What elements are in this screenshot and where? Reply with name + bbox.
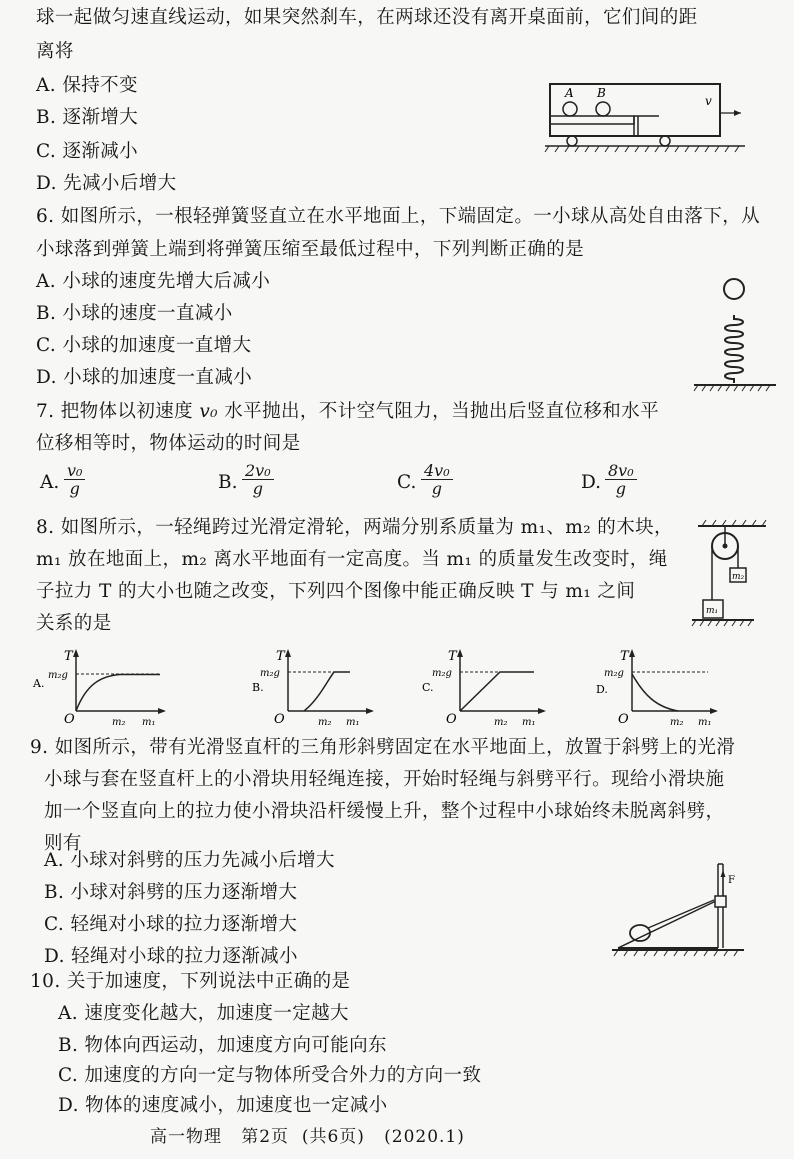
q9-option-b: B. 小球对斜劈的压力逐渐增大	[44, 882, 298, 903]
q7-option-d-numerator: 8v₀	[605, 462, 637, 480]
q8-graph-a	[30, 645, 170, 730]
q5-option-c: C. 逐渐减小	[36, 141, 139, 162]
q8-graph-d-x1: m₂	[670, 717, 684, 728]
q8-stem-line3: 子拉力 T 的大小也随之改变，下列四个图像中能正确反映 T 与 m₁ 之间	[36, 581, 636, 602]
q8-graph-c-label: C.	[422, 681, 434, 694]
q7-option-d-label: D.	[581, 472, 602, 493]
q7-option-b-numerator: 2v₀	[242, 462, 274, 480]
q7-option-d-fraction	[605, 462, 637, 497]
q7-option-c-denominator: g	[431, 479, 442, 498]
q10-option-d: D. 物体的速度减小，加速度也一定减小	[58, 1095, 388, 1116]
page-footer: 高一物理 第2页 (共6页) (2020.1)	[150, 1127, 465, 1147]
q8-graph-a-t: T	[64, 649, 73, 664]
q6-option-b: B. 小球的速度一直减小	[36, 303, 233, 324]
q8-graph-c-x2: m₁	[522, 717, 536, 728]
q9-stem-line4: 则有	[44, 833, 82, 854]
q10-option-c: C. 加速度的方向一定与物体所受合外力的方向一致	[58, 1065, 482, 1086]
q5-stem-line1: 球一起做匀速直线运动，如果突然刹车，在两球还没有离开桌面前，它们间的距	[36, 7, 698, 28]
q7-option-b-label: B.	[218, 472, 238, 493]
q7-option-a-label: A.	[40, 472, 60, 493]
q9-stem-line3: 加一个竖直向上的拉力使小滑块沿杆缓慢上升，整个过程中小球始终未脱离斜劈，	[44, 801, 725, 822]
q8-m2-block-label: m₂	[732, 572, 745, 582]
q5-ball-b-label: B	[597, 86, 606, 100]
q7-stem-part-a: 7. 把物体以初速度	[36, 401, 200, 422]
q9-option-a: A. 小球对斜劈的压力先减小后增大	[44, 850, 335, 871]
q8-graph-d-x2: m₁	[698, 717, 712, 728]
q8-graph-b-x2: m₁	[346, 717, 360, 728]
q10-stem: 10. 关于加速度，下列说法中正确的是	[30, 971, 351, 992]
q8-graph-a-x2: m₁	[142, 717, 156, 728]
q6-option-d: D. 小球的加速度一直减小	[36, 367, 253, 388]
q7-option-b-fraction	[242, 462, 274, 497]
q7-v0-symbol: v₀	[199, 401, 218, 422]
q8-stem-line1: 8. 如图所示，一轻绳跨过光滑定滑轮，两端分别系质量为 m₁、m₂ 的木块，	[36, 517, 673, 538]
q8-graph-a-x1: m₂	[112, 717, 126, 728]
q8-graph-a-label: A.	[33, 677, 45, 690]
q8-graph-b-y-mark: m₂g	[260, 668, 280, 679]
q6-stem-line2: 小球落到弹簧上端到将弹簧压缩至最低过程中，下列判断正确的是	[36, 239, 585, 260]
q8-graph-b-x1: m₂	[318, 717, 332, 728]
q8-graph-c-t: T	[448, 649, 457, 664]
q10-option-a: A. 速度变化越大，加速度一定越大	[58, 1003, 349, 1024]
q6-option-c: C. 小球的加速度一直增大	[36, 335, 252, 356]
q8-graph-a-origin: O	[64, 712, 75, 727]
q8-graph-b	[250, 645, 380, 730]
q8-m1-block-label: m₁	[706, 606, 719, 616]
q8-pulley-figure	[692, 518, 772, 642]
q7-option-a-numerator: v₀	[64, 462, 85, 480]
q7-option-b-denominator: g	[252, 479, 263, 498]
q5-option-a: A. 保持不变	[36, 75, 138, 96]
q7-stem-part-b: 水平抛出，不计空气阻力，当抛出后竖直位移和水平	[218, 401, 659, 422]
q8-graph-d	[592, 645, 724, 730]
q9-option-d: D. 轻绳对小球的拉力逐渐减小	[44, 946, 298, 967]
q8-graph-b-label: B.	[252, 681, 264, 694]
q6-option-a: A. 小球的速度先增大后减小	[36, 271, 271, 292]
q9-force-label: F	[728, 875, 735, 886]
q8-graph-d-origin: O	[618, 712, 629, 727]
q8-graph-d-y-mark: m₂g	[604, 668, 624, 679]
q7-option-c-fraction	[421, 462, 453, 497]
q9-stem-line2: 小球与套在竖直杆上的小滑块用轻绳连接，开始时轻绳与斜劈平行。现给小滑块施	[44, 769, 725, 790]
q7-stem-line2: 位移相等时，物体运动的时间是	[36, 433, 301, 454]
q7-option-a-fraction	[64, 462, 85, 497]
q8-graph-d-t: T	[620, 649, 629, 664]
q8-graph-b-t: T	[276, 649, 285, 664]
q9-option-c: C. 轻绳对小球的拉力逐渐增大	[44, 914, 298, 935]
q8-graph-a-y-mark: m₂g	[48, 670, 68, 681]
q8-stem-line4: 关系的是	[36, 613, 112, 634]
q8-graph-c-x1: m₂	[494, 717, 508, 728]
q6-spring-figure	[690, 275, 780, 400]
q7-stem-line1	[36, 400, 659, 424]
q7-option-c-label: C.	[397, 472, 417, 493]
q5-stem-line2: 离将	[36, 41, 74, 62]
q9-wedge-figure	[612, 858, 750, 958]
q8-graph-c	[420, 645, 550, 730]
q5-option-b: B. 逐渐增大	[36, 107, 139, 128]
q8-stem-line2: m₁ 放在地面上，m₂ 离水平地面有一定高度。当 m₁ 的质量发生改变时，绳	[36, 549, 668, 570]
q7-option-d-denominator: g	[615, 479, 626, 498]
q5-option-d: D. 先减小后增大	[36, 173, 177, 194]
q5-velocity-label: v	[705, 94, 712, 108]
q8-graph-c-origin: O	[446, 712, 457, 727]
q8-graph-d-label: D.	[596, 683, 608, 696]
q7-option-a-denominator: g	[69, 479, 80, 498]
q5-truck-figure	[545, 80, 745, 155]
q6-stem-line1: 6. 如图所示，一根轻弹簧竖直立在水平地面上，下端固定。一小球从高处自由落下，从	[36, 206, 761, 227]
q7-option-c-numerator: 4v₀	[421, 462, 453, 480]
q5-ball-a-label: A	[565, 86, 574, 100]
q8-graph-c-y-mark: m₂g	[432, 668, 452, 679]
q9-stem-line1: 9. 如图所示，带有光滑竖直杆的三角形斜劈固定在水平地面上，放置于斜劈上的光滑	[30, 737, 736, 758]
q8-graph-b-origin: O	[274, 712, 285, 727]
q10-option-b: B. 物体向西运动，加速度方向可能向东	[58, 1035, 387, 1056]
